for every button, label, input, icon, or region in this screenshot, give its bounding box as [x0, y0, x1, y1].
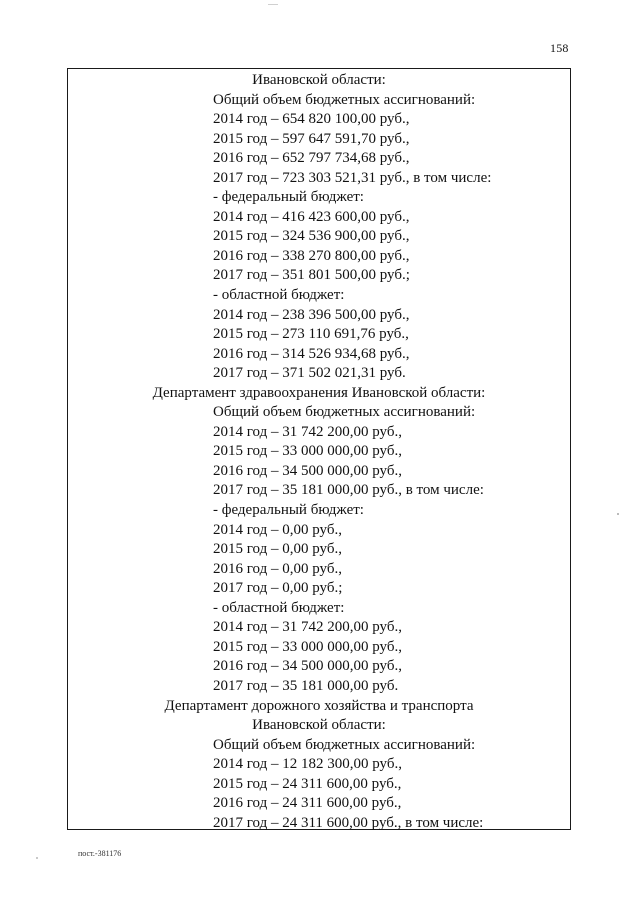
text-line: 2017 год – 35 181 000,00 руб. — [213, 677, 399, 694]
document-body — [67, 71, 571, 833]
text-line: 2017 год – 351 801 500,00 руб.; — [213, 267, 410, 284]
text-line: 2016 год – 338 270 800,00 руб., — [213, 247, 410, 264]
text-line: Общий объем бюджетных ассигнований: — [213, 91, 476, 108]
text-line: 2014 год – 31 742 200,00 руб., — [213, 423, 402, 440]
text-line: 2017 год – 35 181 000,00 руб., в том числе: — [213, 482, 484, 499]
text-line: 2016 год – 34 500 000,00 руб., — [213, 462, 402, 479]
text-line: Ивановской области: — [252, 717, 386, 734]
page-number: 158 — [550, 41, 569, 55]
text-line: 2016 год – 652 797 734,68 руб., — [213, 150, 410, 167]
text-line: Общий объем бюджетных ассигнований: — [213, 404, 476, 421]
text-line: 2016 год – 0,00 руб., — [213, 560, 342, 577]
text-line: 2017 год – 24 311 600,00 руб., в том числе: — [213, 814, 484, 831]
text-line: - областной бюджет: — [213, 287, 345, 304]
text-line: Общий объем бюджетных ассигнований: — [213, 736, 476, 753]
text-line: 2016 год – 34 500 000,00 руб., — [213, 658, 402, 675]
text-line: 2014 год – 12 182 300,00 руб., — [213, 756, 402, 773]
scan-speck — [617, 513, 619, 515]
text-line: 2015 год – 597 647 591,70 руб., — [213, 130, 410, 147]
text-line: - областной бюджет: — [213, 599, 345, 616]
text-line: 2015 год – 33 000 000,00 руб., — [213, 638, 402, 655]
footer-code: пост.-381176 — [78, 849, 122, 858]
text-line: 2017 год – 0,00 руб.; — [213, 580, 343, 597]
text-line: 2015 год – 33 000 000,00 руб., — [213, 443, 402, 460]
text-line: 2017 год – 371 502 021,31 руб. — [213, 365, 406, 382]
text-line: 2014 год – 238 396 500,00 руб., — [213, 306, 410, 323]
scan-speck — [36, 857, 38, 859]
text-line: 2017 год – 723 303 521,31 руб., в том числе: — [213, 169, 492, 186]
text-line: 2015 год – 0,00 руб., — [213, 541, 342, 558]
text-line: 2014 год – 416 423 600,00 руб., — [213, 208, 410, 225]
text-line: Департамент дорожного хозяйства и транспорта — [164, 697, 474, 714]
scan-speck — [268, 4, 278, 5]
text-line: 2016 год – 314 526 934,68 руб., — [213, 345, 410, 362]
text-line: Департамент здравоохранения Ивановской области: — [152, 384, 486, 401]
text-line: 2015 год – 273 110 691,76 руб., — [213, 326, 409, 343]
text-line: Ивановской области: — [252, 72, 386, 88]
text-line: 2014 год – 0,00 руб., — [213, 521, 342, 538]
text-line: - федеральный бюджет: — [213, 189, 364, 206]
text-line: 2014 год – 31 742 200,00 руб., — [213, 619, 402, 636]
text-line: 2015 год – 324 536 900,00 руб., — [213, 228, 410, 245]
text-line: 2016 год – 24 311 600,00 руб., — [213, 795, 402, 812]
text-line: 2014 год – 654 820 100,00 руб., — [213, 111, 410, 128]
text-line: 2015 год – 24 311 600,00 руб., — [213, 775, 402, 792]
text-line: - федеральный бюджет: — [213, 502, 364, 519]
